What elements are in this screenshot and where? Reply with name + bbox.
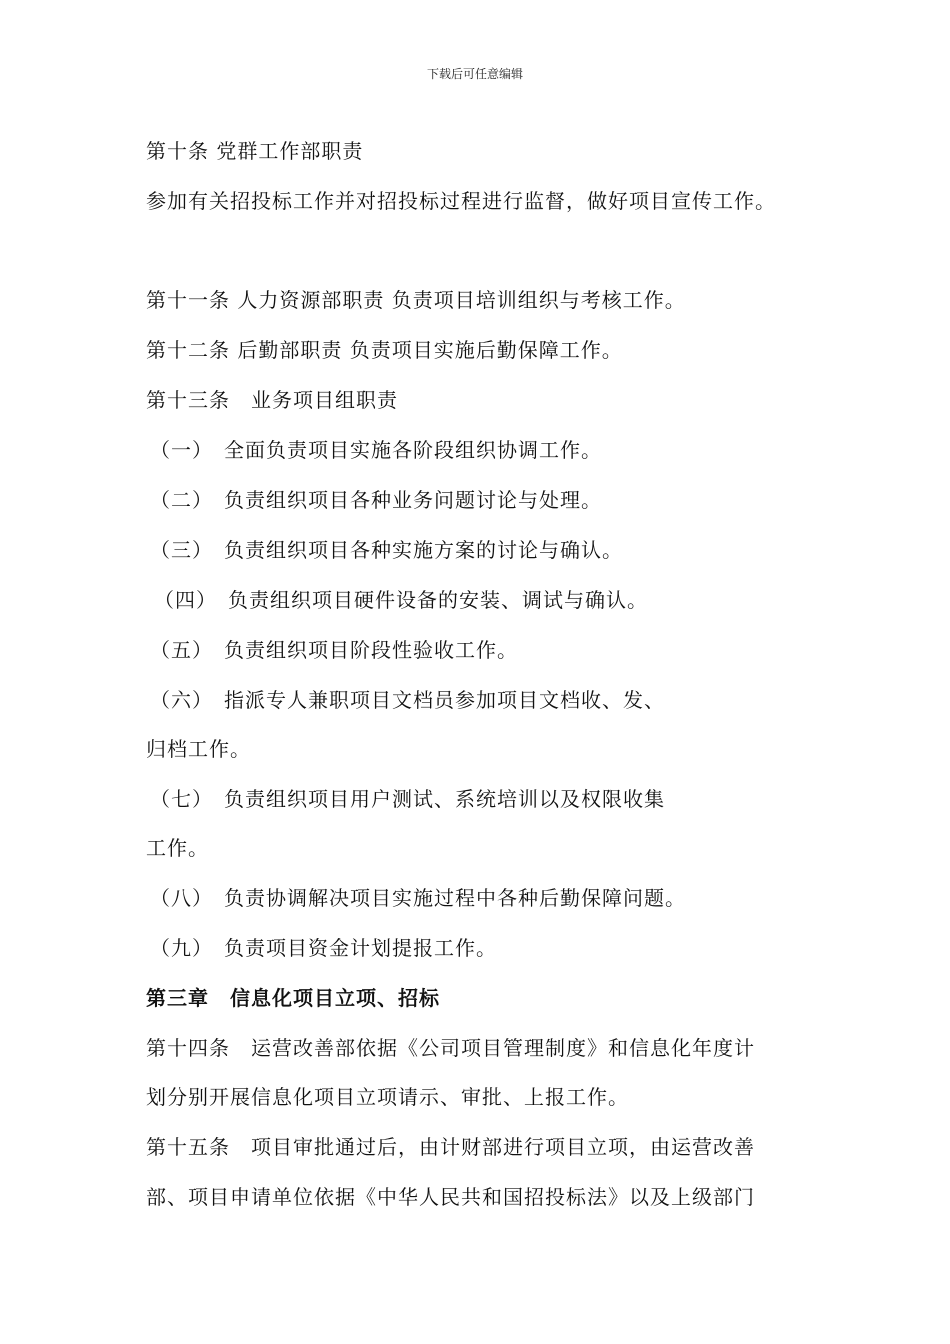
list-item-3: （三） 负责组织项目各种实施方案的讨论与确认。 (150, 538, 623, 562)
article-10-text: 参加有关招投标工作并对招投标过程进行监督，做好项目宣传工作。 (146, 189, 776, 213)
list-item-6: （六） 指派专人兼职项目文档员参加项目文档收、发、 (150, 688, 665, 712)
article-11: 第十一条 人力资源部职责 负责项目培训组织与考核工作。 (146, 288, 686, 312)
list-item-7: （七） 负责组织项目用户测试、系统培训以及权限收集 (150, 787, 665, 811)
list-item-5: （五） 负责组织项目阶段性验收工作。 (150, 638, 518, 662)
article-14-line-1: 第十四条 运营改善部依据《公司项目管理制度》和信息化年度计 (146, 1036, 755, 1060)
page-header: 下载后可任意编辑 (426, 67, 523, 81)
article-10-title: 第十条 党群工作部职责 (146, 139, 364, 163)
list-item-8: （八） 负责协调解决项目实施过程中各种后勤保障问题。 (150, 886, 686, 910)
chapter-3-heading: 第三章 信息化项目立项、招标 (146, 986, 440, 1010)
list-item-4: （四） 负责组织项目硬件设备的安装、调试与确认。 (154, 588, 648, 612)
article-13-title: 第十三条 业务项目组职责 (146, 388, 398, 412)
list-item-9: （九） 负责项目资金计划提报工作。 (150, 936, 497, 960)
list-item-7-continued: 工作。 (146, 836, 209, 860)
article-15-line-1: 第十五条 项目审批通过后，由计财部进行项目立项，由运营改善 (146, 1135, 755, 1159)
article-14-line-2: 划分别开展信息化项目立项请示、审批、上报工作。 (146, 1085, 629, 1109)
article-15-line-2: 部、项目申请单位依据《中华人民共和国招投标法》以及上级部门 (146, 1185, 755, 1209)
article-12: 第十二条 后勤部职责 负责项目实施后勤保障工作。 (146, 338, 623, 362)
list-item-2: （二） 负责组织项目各种业务问题讨论与处理。 (150, 488, 602, 512)
list-item-1: （一） 全面负责项目实施各阶段组织协调工作。 (150, 438, 602, 462)
list-item-6-continued: 归档工作。 (146, 737, 251, 761)
